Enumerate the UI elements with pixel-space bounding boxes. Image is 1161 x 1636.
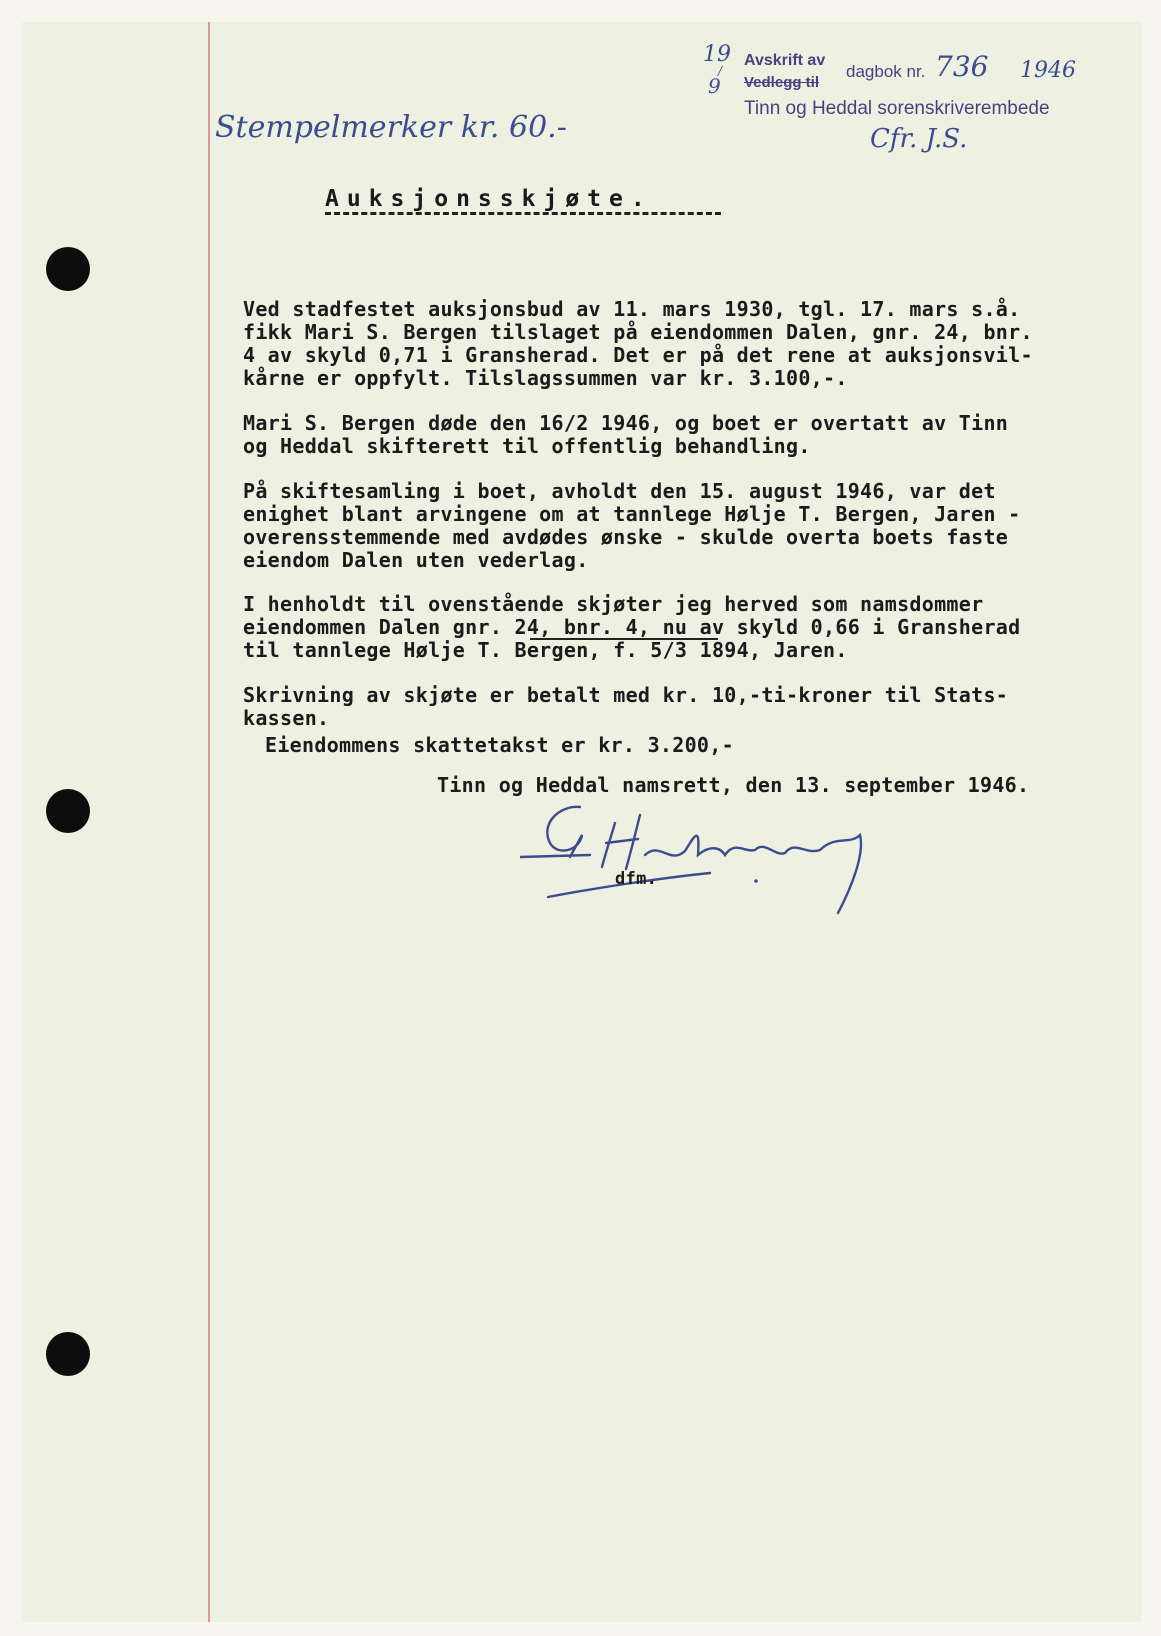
margin-line — [208, 22, 210, 1622]
place-and-date: Tinn og Heddal namsrett, den 13. september 1946. — [437, 773, 1030, 797]
paragraph-2-line-1: Mari S. Bergen døde den 16/2 1946, og boet er overtatt av Tinn — [243, 411, 1009, 435]
paragraph-5-line-1: Skrivning av skjøte er betalt med kr. 10,-ti-kroner til Stats- — [243, 683, 1009, 707]
paragraph-3-line-1: På skiftesamling i boet, avholdt den 15. august 1946, var det — [243, 479, 996, 503]
stamp-dagbok-label: dagbok nr. — [846, 62, 926, 81]
stamp-initials: Cfr. J.S. — [870, 124, 968, 154]
punch-hole-top — [46, 247, 90, 291]
stamp-date-month: 9 — [708, 74, 721, 98]
stamp-year: 1946 — [1020, 58, 1076, 83]
punch-hole-middle — [46, 789, 90, 833]
title-underline — [325, 212, 721, 215]
paragraph-1-line-2: fikk Mari S. Bergen tilslaget på eiendommen Dalen, gnr. 24, bnr. — [243, 320, 1033, 344]
paragraph-4-line-2: eiendommen Dalen gnr. 24, bnr. 4, nu av skyld 0,66 i Gransherad — [243, 615, 1021, 639]
stamp-date-day: 19 — [703, 42, 731, 67]
stamp-dagbok-number: 736 — [935, 50, 989, 83]
document-title: Auksjonsskjøte. — [325, 186, 653, 212]
paragraph-2-line-2: og Heddal skifterett til offentlig behandling. — [243, 434, 811, 458]
stamp-date-slash: / — [718, 64, 723, 78]
paragraph-5-line-2: kassen. — [243, 706, 330, 730]
paragraph-3-line-4: eiendom Dalen uten vederlag. — [243, 548, 589, 572]
paragraph-4-line-3: til tannlege Hølje T. Bergen, f. 5/3 1894, Jaren. — [243, 638, 848, 662]
stamp-avskrift-label: Avskrift av — [744, 52, 826, 69]
stamp-duty-note: Stempelmerker kr. 60.- — [215, 110, 567, 145]
tax-value-line: Eiendommens skattetakst er kr. 3.200,- — [265, 733, 734, 757]
stamp-vedlegg-crossed: Vedlegg til — [744, 74, 820, 91]
signature-scribble — [520, 795, 910, 925]
paragraph-1-line-3: 4 av skyld 0,71 i Gransherad. Det er på det rene at auksjonsvil- — [243, 343, 1033, 367]
stamp-office: Tinn og Heddal sorenskriverembede — [744, 98, 1050, 119]
paragraph-1-line-1: Ved stadfestet auksjonsbud av 11. mars 1930, tgl. 17. mars s.å. — [243, 297, 1021, 321]
signature-title: dfm. — [615, 869, 658, 889]
paragraph-3-line-2: enighet blant arvingene om at tannlege Hølje T. Bergen, Jaren - — [243, 502, 1021, 526]
paragraph-3-line-3: overensstemmende med avdødes ønske - skulde overta boets faste — [243, 525, 1009, 549]
punch-hole-bottom — [46, 1332, 90, 1376]
paragraph-1-line-4: kårne er oppfylt. Tilslagssummen var kr. 3.100,-. — [243, 366, 848, 390]
paragraph-4-line-1: I henholdt til ovenstående skjøter jeg herved som namsdommer — [243, 592, 984, 616]
